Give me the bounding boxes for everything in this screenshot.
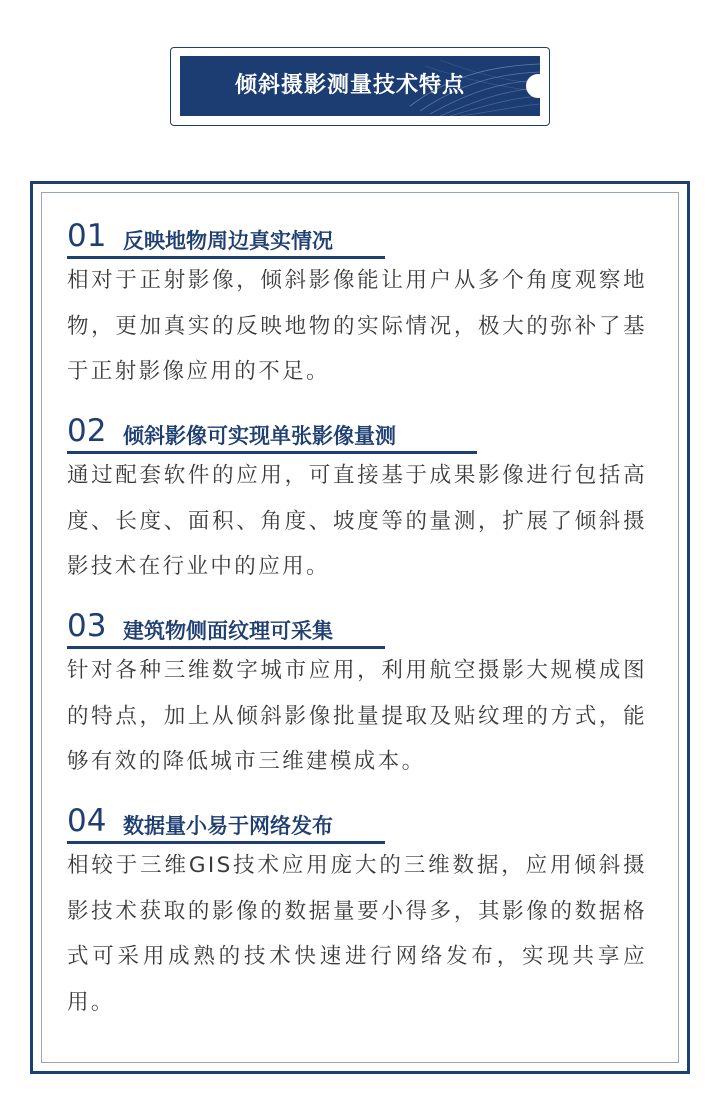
section-number: 02 (67, 413, 107, 449)
section-body: 相较于三维GIS技术应用庞大的三维数据，应用倾斜摄影技术获取的影像的数据量要小得多，其影像的数据格式可采用成熟的技术快速进行网络发布，实现共享应用。 (67, 853, 647, 1015)
banner-background (180, 56, 540, 116)
section-3 (67, 608, 647, 785)
section-title: 倾斜影像可实现单张影像量测 (123, 424, 396, 448)
page-title: 倾斜摄影测量技术特点 (234, 73, 465, 98)
section-title: 数据量小易于网络发布 (123, 814, 333, 838)
section-number: 01 (67, 218, 107, 254)
section-title: 建筑物侧面纹理可采集 (123, 619, 333, 643)
section-number: 03 (67, 608, 107, 644)
section-body: 通过配套软件的应用，可直接基于成果影像进行包括高度、长度、面积、角度、坡度等的量测，扩展了倾斜摄影技术在行业中的应用。 (67, 463, 647, 579)
header-banner (170, 47, 550, 126)
section-4 (67, 803, 647, 1025)
section-title: 反映地物周边真实情况 (123, 229, 333, 253)
section-underline (67, 451, 477, 454)
section-number: 04 (67, 803, 107, 839)
section-underline (67, 841, 385, 844)
section-underline (67, 646, 385, 649)
section-heading (67, 608, 647, 648)
section-underline (67, 256, 385, 259)
section-1 (67, 218, 647, 395)
content-frame (30, 181, 690, 1074)
section-heading (67, 803, 647, 843)
section-2 (67, 413, 647, 590)
section-heading (67, 218, 647, 258)
section-body: 针对各种三维数字城市应用，利用航空摄影大规模成图的特点，加上从倾斜影像批量提取及贴纹理的方式，能够有效的降低城市三维建模成本。 (67, 658, 647, 774)
section-body: 相对于正射影像，倾斜影像能让用户从多个角度观察地物，更加真实的反映地物的实际情况，极大的弥补了基于正射影像应用的不足。 (67, 268, 647, 384)
section-heading (67, 413, 647, 453)
